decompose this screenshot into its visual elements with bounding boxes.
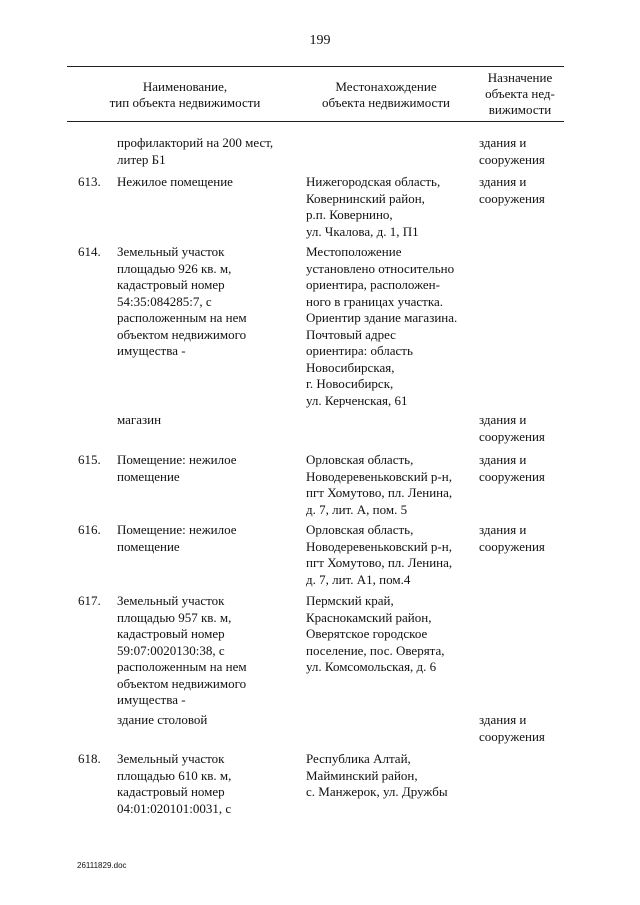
- object-purpose: здания и сооружения: [479, 522, 545, 554]
- object-name: Помещение: нежилое помещение: [117, 522, 237, 554]
- object-location: Местоположение установлено относительно ориентира, расположен- ного в границах участка. Ориентир здание магазина. Почтовый адрес ориентира: область Новосибирская, г. Новосибирск, ул. Керченская, 61: [306, 244, 458, 408]
- file-name-footer: 26111829.doc: [77, 861, 127, 870]
- object-purpose: здания и сооружения: [479, 412, 545, 444]
- header-name-column: Наименование, тип объекта недвижимости: [109, 79, 261, 110]
- object-name: профилакторий на 200 мест, литер Б1: [117, 135, 274, 167]
- object-purpose: здания и сооружения: [479, 712, 545, 744]
- object-purpose: здания и сооружения: [479, 174, 545, 206]
- object-name: Нежилое помещение: [117, 174, 233, 189]
- object-location: Республика Алтай, Майминский район, с. Манжерок, ул. Дружбы: [306, 751, 448, 799]
- object-name: Помещение: нежилое помещение: [117, 452, 237, 484]
- object-purpose: здания и сооружения: [479, 452, 545, 484]
- row-number: 616.: [78, 522, 101, 537]
- row-number: 618.: [78, 751, 101, 766]
- header-location-column: Местонахождение объекта недвижимости: [322, 79, 450, 110]
- row-number: 617.: [78, 593, 101, 608]
- object-name: Земельный участок площадью 926 кв. м, кадастровый номер 54:35:084285:7, с расположенным на нем объектом недвижимого имущества -: [117, 244, 247, 358]
- row-number: 615.: [78, 452, 101, 467]
- row-number: 613.: [78, 174, 101, 189]
- object-location: Нижегородская область, Ковернинский район, р.п. Ковернино, ул. Чкалова, д. 1, П1: [306, 174, 441, 239]
- object-purpose: здания и сооружения: [479, 135, 545, 167]
- header-bottom-rule: [67, 121, 564, 122]
- table-top-rule: [67, 66, 564, 67]
- object-name: здание столовой: [117, 712, 208, 727]
- object-location: Орловская область, Новодеревеньковский р-н, пгт Хомутово, пл. Ленина, д. 7, лит. А1, пом.4: [306, 522, 453, 587]
- object-location: Орловская область, Новодеревеньковский р-н, пгт Хомутово, пл. Ленина, д. 7, лит. А, пом. 5: [306, 452, 453, 517]
- object-name: магазин: [117, 412, 162, 427]
- object-name: Земельный участок площадью 610 кв. м, кадастровый номер 04:01:020101:0031, с: [117, 751, 232, 816]
- page-number: 199: [309, 33, 331, 48]
- object-location: Пермский край, Краснокамский район, Оверятское городское поселение, пос. Оверята, ул. Комсомольская, д. 6: [306, 593, 445, 674]
- row-number: 614.: [78, 244, 101, 259]
- object-name: Земельный участок площадью 957 кв. м, кадастровый номер 59:07:0020130:38, с расположенным на нем объектом недвижимого имущества -: [117, 593, 247, 707]
- header-purpose-column: Назначение объекта нед- вижимости: [485, 70, 555, 117]
